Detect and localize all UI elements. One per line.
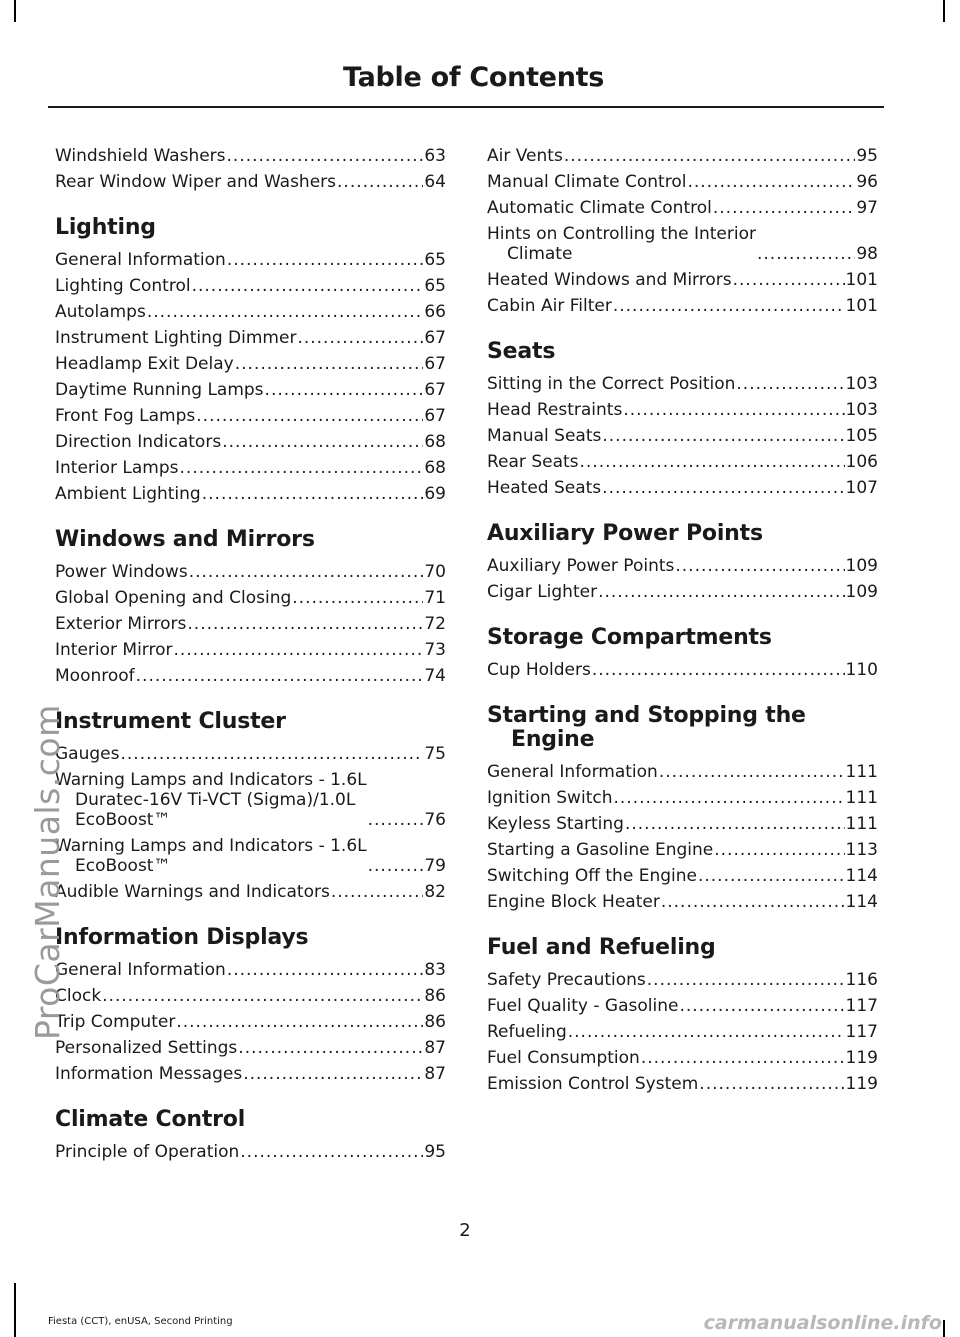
watermark-carmanualsonline: carmanualsonline.info [703,1312,942,1334]
toc-entry-page: 70 [424,562,446,582]
toc-entry-title [487,270,732,290]
toc-entry-title [55,172,336,192]
watermark-procarmanuals: ProCarManuals.com [28,704,67,1040]
toc-entry-page: 119 [845,1074,878,1094]
dot-leader [733,270,845,290]
toc-entry-title-line: Rear Seats [487,452,579,472]
dot-leader [757,244,855,264]
dot-leader [568,1022,845,1042]
toc-entry-title [487,866,697,886]
dot-leader [222,432,423,452]
toc-entry-cigar-lighter[interactable] [487,582,878,602]
toc-entry-head-restraints[interactable] [487,400,878,420]
section-heading-information-displays [55,926,446,950]
dot-leader [602,426,844,446]
toc-entry-page: 98 [856,244,878,264]
dot-leader [598,582,844,602]
section-heading-line: Instrument Cluster [55,709,286,734]
dot-leader [292,588,423,608]
toc-entry-title-line: Front Fog Lamps [55,406,196,426]
toc-entry-title-line: Auxiliary Power Points [487,556,675,576]
toc-entry-title-line: Climate [507,244,573,264]
toc-entry-page: 73 [424,640,446,660]
toc-entry-rear-window-wiper-and-washers[interactable] [55,172,446,192]
dot-leader [713,198,855,218]
toc-entry-title [55,1038,237,1058]
toc-entry-general-information[interactable] [487,762,878,782]
section-heading-windows-and-mirrors [55,528,446,552]
toc-entry-title-line: Principle of Operation [55,1142,240,1162]
toc-entry-title-line: Windshield Washers [55,146,226,166]
toc-right-column [487,146,878,1100]
toc-entry-page: 87 [424,1038,446,1058]
toc-entry-title-line: Manual Seats [487,426,602,446]
toc-entry-title [487,814,624,834]
dot-leader [180,458,424,478]
toc-entry-title [55,588,291,608]
dot-leader [196,406,423,426]
section-heading-line: Climate Control [55,1107,246,1132]
toc-entry-interior-mirror[interactable] [55,640,446,660]
crop-mark-top-left [14,0,16,22]
toc-entry-emission-control-system[interactable] [487,1074,878,1094]
toc-entry-page: 67 [424,380,446,400]
dot-leader [202,484,424,504]
dot-leader [240,1142,423,1162]
section-heading-climate-control [55,1108,446,1132]
toc-entry-title [55,666,135,686]
toc-entry-title [487,970,646,990]
toc-entry-title-line: Information Messages [55,1064,243,1084]
section-heading-line: Seats [487,339,556,364]
section-heading-fuel-and-refueling [487,936,878,960]
toc-entry-title [55,960,226,980]
section-heading-instrument-cluster [55,710,446,734]
toc-entry-page: 111 [845,762,878,782]
toc-entry-page: 67 [424,406,446,426]
toc-entry-title-line: EcoBoost™ [75,856,171,876]
toc-entry-title [55,354,234,374]
toc-entry-title-line: Trip Computer [55,1012,176,1032]
toc-entry-title-line: Engine Block Heater [487,892,660,912]
toc-entry-page: 113 [845,840,878,860]
toc-entry-page: 75 [424,744,446,764]
page-title: Table of Contents [342,62,604,93]
toc-entry-title-line: Clock [55,986,102,1006]
toc-entry-manual-seats[interactable] [487,426,878,446]
toc-entry-page: 110 [845,660,878,680]
header-divider [48,106,884,108]
toc-entry-title [55,614,186,634]
toc-entry-title [55,302,146,322]
dot-leader [592,660,845,680]
toc-entry-page: 69 [424,484,446,504]
dot-leader [297,328,423,348]
dot-leader [641,1048,845,1068]
dot-leader [679,996,844,1016]
toc-entry-title [487,198,712,218]
toc-entry-title [487,478,601,498]
section-heading-seats [487,340,878,364]
toc-entry-title [487,452,579,472]
page-number: 2 [459,1220,471,1241]
dot-leader [243,1064,423,1084]
toc-entry-personalized-settings[interactable] [55,1038,446,1058]
toc-entry-title-line: Daytime Running Lamps [55,380,264,400]
toc-entry-heated-windows-and-mirrors[interactable] [487,270,878,290]
dot-leader [564,146,856,166]
toc-entry-title-line: Hints on Controlling the Interior [487,224,756,244]
toc-entry-engine-block-heater[interactable] [487,892,878,912]
toc-entry-title-line: Interior Lamps [55,458,179,478]
dot-leader [647,970,845,990]
toc-entry-global-opening-and-closing[interactable] [55,588,446,608]
toc-entry-page: 86 [424,1012,446,1032]
toc-entry-title-line: Heated Windows and Mirrors [487,270,732,290]
toc-entry-lighting-control[interactable] [55,276,446,296]
toc-entry-title-line: Emission Control System [487,1074,699,1094]
toc-entry-title [487,374,735,394]
toc-entry-title [55,770,367,830]
toc-entry-title [487,400,622,420]
crop-mark-bottom-right [943,1320,945,1337]
toc-entry-title-line: Warning Lamps and Indicators - 1.6L [55,770,367,790]
toc-entry-title-line: Head Restraints [487,400,623,420]
toc-entry-title-line: Personalized Settings [55,1038,238,1058]
toc-entry-page: 74 [424,666,446,686]
toc-entry-title-line: Power Windows [55,562,188,582]
toc-entry-title-line: Air Vents [487,146,563,166]
toc-entry-title [487,224,756,264]
toc-entry-title-line: Refueling [487,1022,567,1042]
toc-entry-warning-lamps-and-indicators-1-6l[interactable] [55,836,446,876]
toc-entry-title-line: Cabin Air Filter [487,296,612,316]
dot-leader [661,892,845,912]
toc-entry-page: 114 [845,866,878,886]
toc-entry-page: 119 [845,1048,878,1068]
dot-leader [102,986,423,1006]
toc-entry-title [487,556,674,576]
section-heading-line: Lighting [55,215,156,240]
toc-entry-title-line: Interior Mirror [55,640,173,660]
toc-entry-title-line: Instrument Lighting Dimmer [55,328,297,348]
toc-entry-title [55,1012,175,1032]
toc-entry-title-line: Heated Seats [487,478,602,498]
dot-leader [189,562,424,582]
toc-entry-trip-computer[interactable] [55,1012,446,1032]
toc-entry-title [487,146,563,166]
dot-leader [136,666,424,686]
toc-entry-title [55,1064,242,1084]
toc-entry-title [487,1074,698,1094]
section-heading-line: Engine [511,727,595,752]
dot-leader [192,276,424,296]
toc-entry-auxiliary-power-points[interactable] [487,556,878,576]
toc-entry-page: 86 [424,986,446,1006]
toc-entry-title [55,640,173,660]
dot-leader [227,146,424,166]
toc-entry-interior-lamps[interactable] [55,458,446,478]
toc-entry-title [55,562,188,582]
toc-entry-starting-a-gasoline-engine[interactable] [487,840,878,860]
toc-entry-page: 103 [845,374,878,394]
toc-entry-title-line: Gauges [55,744,120,764]
toc-entry-page: 109 [845,582,878,602]
toc-entry-title-line: Fuel Quality - Gasoline [487,996,679,1016]
toc-entry-daytime-running-lamps[interactable] [55,380,446,400]
toc-entry-title [55,328,296,348]
toc-entry-title [55,1142,239,1162]
toc-entry-ignition-switch[interactable] [487,788,878,808]
dot-leader [227,960,424,980]
toc-entry-title-line: Keyless Starting [487,814,624,834]
toc-entry-keyless-starting[interactable] [487,814,878,834]
toc-entry-title-line: Cigar Lighter [487,582,598,602]
toc-entry-title-line: Ambient Lighting [55,484,201,504]
toc-entry-title-line: Warning Lamps and Indicators - 1.6L [55,836,367,856]
toc-entry-ambient-lighting[interactable] [55,484,446,504]
toc-entry-title [487,892,660,912]
toc-entry-air-vents[interactable] [487,146,878,166]
toc-entry-cabin-air-filter[interactable] [487,296,878,316]
toc-entry-page: 63 [424,146,446,166]
toc-entry-page: 116 [845,970,878,990]
toc-entry-title-line: Starting a Gasoline Engine [487,840,714,860]
toc-entry-title [55,458,179,478]
toc-entry-page: 117 [845,996,878,1016]
toc-entry-page: 72 [424,614,446,634]
toc-entry-power-windows[interactable] [55,562,446,582]
dot-leader [714,840,844,860]
toc-entry-title-line: Automatic Climate Control [487,198,712,218]
toc-entry-title [55,406,195,426]
toc-entry-fuel-consumption[interactable] [487,1048,878,1068]
dot-leader [613,788,844,808]
toc-entry-page: 76 [424,810,446,830]
toc-entry-page: 87 [424,1064,446,1084]
toc-entry-exterior-mirrors[interactable] [55,614,446,634]
toc-entry-title [55,836,367,876]
dot-leader [174,640,424,660]
toc-entry-title [487,296,612,316]
toc-entry-general-information[interactable] [55,960,446,980]
toc-entry-title-line: Exterior Mirrors [55,614,187,634]
section-heading-lighting [55,216,446,240]
toc-entry-title-line: Audible Warnings and Indicators [55,882,330,902]
toc-entry-page: 64 [424,172,446,192]
toc-entry-title-line: Ignition Switch [487,788,613,808]
toc-entry-title-line: EcoBoost™ [75,810,171,830]
section-heading-line: Fuel and Refueling [487,935,716,960]
toc-entry-windshield-washers[interactable] [55,146,446,166]
toc-entry-rear-seats[interactable] [487,452,878,472]
dot-leader [337,172,423,192]
toc-entry-title [55,882,330,902]
section-heading-auxiliary-power-points [487,522,878,546]
toc-entry-title-line: Autolamps [55,302,146,322]
dot-leader [120,744,423,764]
toc-entry-page: 103 [845,400,878,420]
toc-entry-title [487,788,612,808]
dot-leader [235,354,424,374]
dot-leader [699,1074,844,1094]
dot-leader [147,302,424,322]
toc-entry-title-line: General Information [487,762,658,782]
section-heading-line: Starting and Stopping the [487,703,806,728]
toc-entry-page: 117 [845,1022,878,1042]
toc-entry-title [487,172,686,192]
toc-entry-manual-climate-control[interactable] [487,172,878,192]
toc-entry-page: 68 [424,458,446,478]
dot-leader [736,374,844,394]
toc-entry-title [487,582,597,602]
section-heading-line: Storage Compartments [487,625,772,650]
toc-entry-title-line: General Information [55,250,226,270]
toc-entry-title [55,432,221,452]
toc-entry-title-line: Safety Precautions [487,970,646,990]
dot-leader [238,1038,423,1058]
dot-leader [368,856,424,876]
toc-entry-title-line: Switching Off the Engine [487,866,697,886]
toc-entry-heated-seats[interactable] [487,478,878,498]
toc-entry-page: 109 [845,556,878,576]
toc-entry-page: 114 [845,892,878,912]
dot-leader [659,762,845,782]
toc-entry-audible-warnings-and-indicators[interactable] [55,882,446,902]
toc-entry-page: 97 [856,198,878,218]
toc-entry-title-line: Duratec-16V Ti-VCT (Sigma)/1.0L [75,790,356,810]
toc-entry-page: 68 [424,432,446,452]
toc-entry-title [55,380,264,400]
toc-entry-title [487,996,678,1016]
toc-entry-general-information[interactable] [55,250,446,270]
toc-entry-headlamp-exit-delay[interactable] [55,354,446,374]
toc-entry-page: 111 [845,814,878,834]
toc-entry-page: 111 [845,788,878,808]
toc-entry-automatic-climate-control[interactable] [487,198,878,218]
toc-entry-page: 65 [424,276,446,296]
toc-entry-switching-off-the-engine[interactable] [487,866,878,886]
toc-entry-title [487,840,713,860]
toc-entry-title-line: General Information [55,960,226,980]
toc-entry-page: 106 [845,452,878,472]
toc-entry-page: 67 [424,354,446,374]
toc-entry-instrument-lighting-dimmer[interactable] [55,328,446,348]
toc-entry-title-line: Fuel Consumption [487,1048,640,1068]
toc-entry-title-line: Cup Holders [487,660,591,680]
dot-leader [331,882,424,902]
toc-entry-title [487,762,658,782]
section-heading-line: Information Displays [55,925,309,950]
toc-entry-page: 66 [424,302,446,322]
toc-entry-page: 96 [856,172,878,192]
toc-entry-title [487,1022,567,1042]
crop-mark-top-right [943,0,945,22]
toc-entry-title [487,426,601,446]
footer-printing-info: Fiesta (CCT), enUSA, Second Printing [48,1316,233,1327]
toc-entry-page: 65 [424,250,446,270]
toc-entry-title-line: Lighting Control [55,276,191,296]
section-heading-starting-and-stopping-the-engine [487,704,878,752]
toc-entry-page: 67 [424,328,446,348]
dot-leader [368,810,424,830]
dot-leader [265,380,424,400]
toc-entry-sitting-in-the-correct-position[interactable] [487,374,878,394]
toc-entry-page: 79 [424,856,446,876]
dot-leader [687,172,855,192]
dot-leader [698,866,845,886]
toc-entry-title-line: Direction Indicators [55,432,222,452]
toc-entry-cup-holders[interactable] [487,660,878,680]
toc-entry-page: 101 [845,270,878,290]
toc-entry-title [55,250,226,270]
toc-entry-title-line: Headlamp Exit Delay [55,354,234,374]
section-heading-storage-compartments [487,626,878,650]
toc-entry-title-line: Sitting in the Correct Position [487,374,736,394]
toc-entry-page: 71 [424,588,446,608]
toc-entry-title-line: Global Opening and Closing [55,588,292,608]
toc-entry-title [487,660,591,680]
toc-entry-refueling[interactable] [487,1022,878,1042]
toc-entry-page: 105 [845,426,878,446]
toc-entry-page: 107 [845,478,878,498]
toc-left-column [55,146,446,1168]
dot-leader [580,452,845,472]
toc-entry-page: 83 [424,960,446,980]
toc-entry-page: 101 [845,296,878,316]
dot-leader [623,400,844,420]
toc-entry-title [487,1048,640,1068]
toc-entry-title [55,484,201,504]
toc-entry-direction-indicators[interactable] [55,432,446,452]
toc-entry-title-line: Moonroof [55,666,135,686]
dot-leader [187,614,423,634]
toc-entry-principle-of-operation[interactable] [55,1142,446,1162]
toc-entry-page: 95 [424,1142,446,1162]
toc-entry-fuel-quality-gasoline[interactable] [487,996,878,1016]
toc-entry-title-line: Rear Window Wiper and Washers [55,172,337,192]
dot-leader [176,1012,423,1032]
dot-leader [227,250,424,270]
toc-entry-autolamps[interactable] [55,302,446,322]
toc-entry-page: 82 [424,882,446,902]
toc-entry-front-fog-lamps[interactable] [55,406,446,426]
dot-leader [602,478,844,498]
toc-entry-title-line: Manual Climate Control [487,172,687,192]
toc-entry-page: 95 [856,146,878,166]
toc-entry-hints-on-controlling-the-interior[interactable] [487,224,878,264]
toc-entry-warning-lamps-and-indicators-1-6l[interactable] [55,770,446,830]
dot-leader [675,556,844,576]
section-heading-line: Auxiliary Power Points [487,521,763,546]
toc-entry-title [55,146,226,166]
dot-leader [613,296,845,316]
toc-entry-information-messages[interactable] [55,1064,446,1084]
toc-entry-gauges[interactable] [55,744,446,764]
toc-entry-safety-precautions[interactable] [487,970,878,990]
section-heading-line: Windows and Mirrors [55,527,315,552]
dot-leader [625,814,845,834]
crop-mark-bottom-left [14,1283,16,1337]
toc-entry-title [55,276,191,296]
toc-entry-clock[interactable] [55,986,446,1006]
toc-entry-moonroof[interactable] [55,666,446,686]
